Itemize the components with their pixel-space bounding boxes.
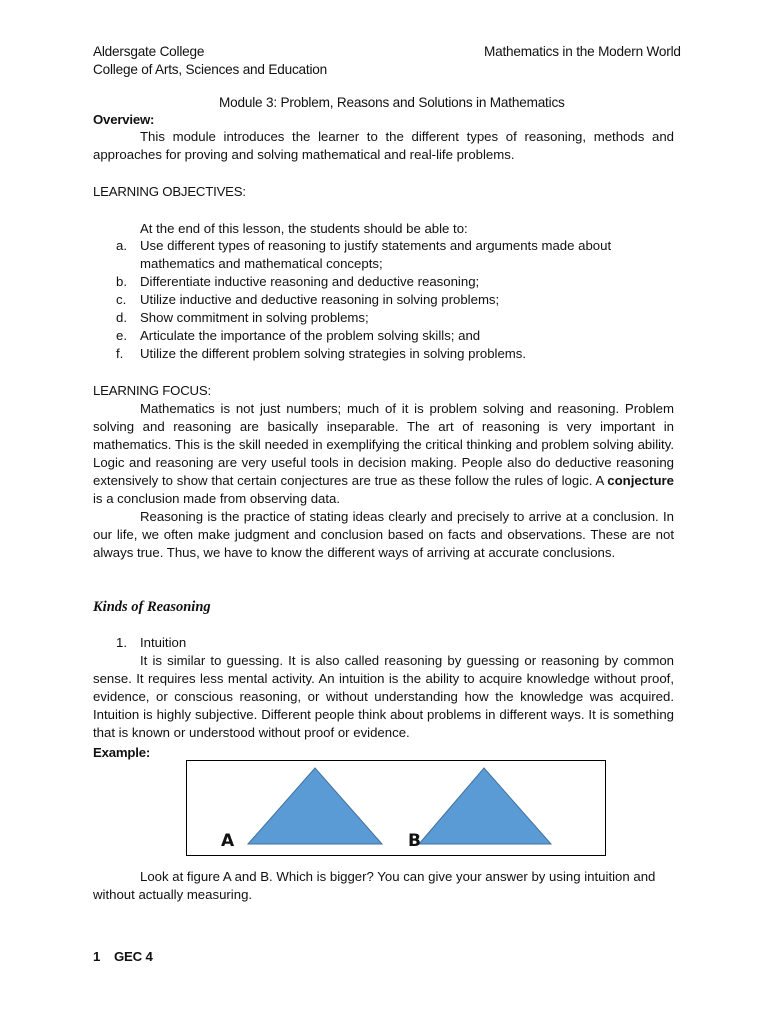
objective-text: Articulate the importance of the problem solving skills; and bbox=[140, 328, 481, 343]
figure-label-a: A bbox=[221, 831, 235, 851]
objective-marker: d. bbox=[116, 310, 127, 325]
header-school: Aldersgate College bbox=[93, 44, 205, 59]
objective-text: Differentiate inductive reasoning and deductive reasoning; bbox=[140, 274, 480, 289]
objective-marker: a. bbox=[116, 238, 127, 253]
intuition-text: It is similar to guessing. It is also called reasoning by guessing or reasoning by common sense. It requires less mental activity. An intuition is the ability to acquire knowledge without proof, evidence, or conscious reasoning, or without understanding how the knowledge was acquired. Intuition is highly subjective. Different people think about problems in different ways. It is something that is known or understood without proof or evidence. bbox=[93, 653, 674, 740]
objective-item bbox=[116, 345, 675, 363]
objective-text: Use different types of reasoning to justify statements and arguments made about mathematics and mathematical concepts; bbox=[140, 238, 612, 271]
objective-text: Utilize inductive and deductive reasoning in solving problems; bbox=[140, 292, 500, 307]
module-title: Module 3: Problem, Reasons and Solutions in Mathematics bbox=[219, 95, 565, 110]
objective-marker: c. bbox=[116, 292, 127, 307]
objective-marker: e. bbox=[116, 328, 127, 343]
objective-item bbox=[116, 291, 675, 309]
focus-heading: LEARNING FOCUS: bbox=[93, 383, 211, 398]
focus-paragraph-2: Reasoning is the practice of stating ideas clearly and precisely to arrive at a conclusion. In our life, we often make judgment and conclusion based on facts and observations. These are not always true. Thus, we have to know the different ways of arriving at accurate conclusions. bbox=[93, 509, 674, 560]
kind-number: 1. bbox=[116, 635, 127, 650]
overview-heading: Overview: bbox=[93, 112, 155, 127]
objectives-heading: LEARNING OBJECTIVES: bbox=[93, 184, 246, 199]
objectives-intro: At the end of this lesson, the students should be able to: bbox=[140, 221, 468, 236]
course-code: GEC 4 bbox=[114, 949, 153, 964]
conjecture-term: conjecture bbox=[607, 473, 674, 488]
objective-text: Show commitment in solving problems; bbox=[140, 310, 369, 325]
triangles-drawing bbox=[187, 761, 605, 855]
focus-paragraph-1 bbox=[93, 400, 674, 508]
objective-item bbox=[116, 273, 675, 291]
figure-label-b: B bbox=[408, 831, 421, 851]
objective-item bbox=[116, 309, 675, 327]
objective-item bbox=[116, 237, 675, 273]
kind-title: Intuition bbox=[140, 635, 187, 650]
example-figure bbox=[186, 760, 606, 856]
focus-p1-after: is a conclusion made from observing data. bbox=[93, 491, 341, 506]
objective-marker: b. bbox=[116, 274, 127, 289]
triangle-a bbox=[248, 768, 382, 844]
header-college: College of Arts, Sciences and Education bbox=[93, 62, 328, 77]
example-heading: Example: bbox=[93, 745, 151, 760]
focus-p1-before: Mathematics is not just numbers; much of it is problem solving and reasoning. Problem solving and reasoning are basically inseparable. The art of reasoning is very important in mathematics. This is the skill needed in exemplifying the critical thinking and problem solving ability. Logic and reasoning are very useful tools in decision making. People also do deductive reasoning extensively to show that certain conjectures are true as these follow the rules of logic. A bbox=[93, 401, 674, 488]
objective-marker: f. bbox=[116, 346, 124, 361]
kinds-heading: Kinds of Reasoning bbox=[93, 599, 211, 615]
objective-item bbox=[116, 327, 675, 345]
objective-text: Utilize the different problem solving strategies in solving problems. bbox=[140, 346, 527, 361]
page-number: 1 bbox=[93, 949, 101, 964]
objectives-list bbox=[116, 237, 675, 363]
figure-question: Look at figure A and B. Which is bigger? You can give your answer by using intuition and without actually measuring. bbox=[93, 869, 656, 902]
overview-text: This module introduces the learner to the different types of reasoning, methods and approaches for proving and solving mathematical and real-life problems. bbox=[93, 129, 674, 162]
header-course: Mathematics in the Modern World bbox=[484, 44, 681, 59]
triangle-b bbox=[419, 768, 551, 844]
